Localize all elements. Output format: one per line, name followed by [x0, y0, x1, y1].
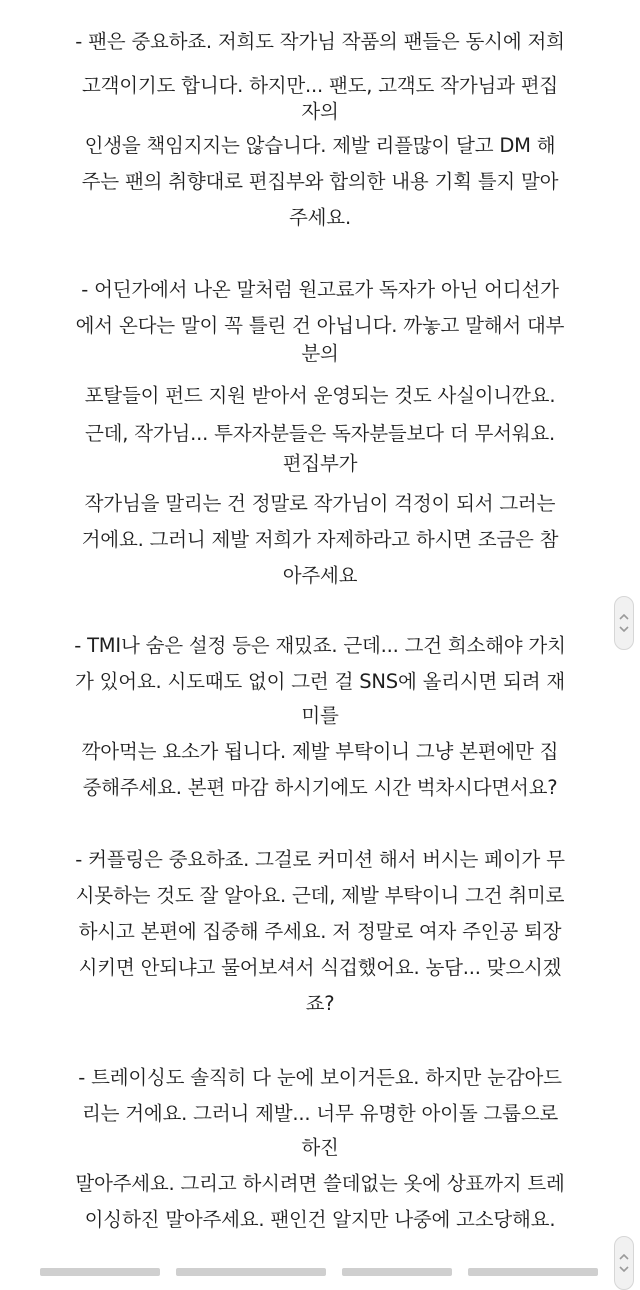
- chevron-up-icon: [619, 614, 629, 620]
- text-line: 작가님을 말리는 건 정말로 작가님이 걱정이 되서 그러는: [84, 492, 556, 515]
- text-line: 자의: [301, 100, 339, 123]
- text-line: 편집부가: [282, 452, 358, 475]
- text-line: 포탈들이 펀드 지원 받아서 운영되는 것도 사실이니깐요.: [84, 384, 556, 407]
- scroll-handle[interactable]: [614, 1236, 634, 1290]
- text-line: - 어딘가에서 나온 말처럼 원고료가 독자가 아닌 어디선가: [81, 278, 559, 301]
- scroll-handle[interactable]: [614, 596, 634, 650]
- cut-off-text-line: [0, 1268, 640, 1280]
- text-line: 미를: [301, 704, 339, 727]
- text-line: 고객이기도 합니다. 하지만... 팬도, 고객도 작가님과 편집: [82, 74, 558, 97]
- text-line: 죠?: [305, 992, 335, 1015]
- text-line: - TMI나 숨은 설정 등은 재밌죠. 근데... 그건 희소해야 가치: [74, 634, 566, 657]
- text-line: 에서 온다는 말이 꼭 틀린 건 아닙니다. 까놓고 말해서 대부: [75, 314, 565, 337]
- text-line: 아주세요: [282, 564, 358, 587]
- text-line: 근데, 작가님... 투자자분들은 독자분들보다 더 무서워요.: [85, 422, 555, 445]
- text-line: 인생을 책임지지는 않습니다. 제발 리플많이 달고 DM 해: [84, 134, 556, 157]
- text-line: - 트레이싱도 솔직히 다 눈에 보이거든요. 하지만 눈감아드: [78, 1066, 562, 1089]
- text-line: 거에요. 그러니 제발 저희가 자제하라고 하시면 조금은 참: [81, 528, 559, 551]
- text-line: 주는 팬의 취향대로 편집부와 합의한 내용 기획 틀지 말아: [81, 170, 559, 193]
- text-line: 가 있어요. 시도때도 없이 그런 걸 SNS에 올리시면 되려 재: [74, 670, 566, 693]
- chevron-up-icon: [619, 1254, 629, 1260]
- text-line: 이싱하진 말아주세요. 팬인건 알지만 나중에 고소당해요.: [84, 1208, 556, 1231]
- chevron-down-icon: [619, 1266, 629, 1272]
- text-line: 시못하는 것도 잘 알아요. 근데, 제발 부탁이니 그건 취미로: [75, 884, 565, 907]
- text-line: - 커플링은 중요하죠. 그걸로 커미션 해서 버시는 페이가 무: [75, 848, 565, 871]
- text-line: 중해주세요. 본편 마감 하시기에도 시간 벅차시다면서요?: [82, 776, 558, 799]
- chevron-down-icon: [619, 626, 629, 632]
- text-line: 주세요.: [289, 206, 351, 229]
- text-line: 리는 거에요. 그러니 제발... 너무 유명한 아이돌 그룹으로: [82, 1102, 558, 1125]
- text-line: - 팬은 중요하죠. 저희도 작가님 작품의 팬들은 동시에 저희: [75, 30, 565, 53]
- text-line: 분의: [301, 342, 339, 365]
- text-line: 말아주세요. 그리고 하시려면 쓸데없는 옷에 상표까지 트레: [75, 1172, 565, 1195]
- text-line: 하진: [301, 1136, 339, 1159]
- text-line: 하시고 본편에 집중해 주세요. 저 정말로 여자 주인공 퇴장: [78, 920, 562, 943]
- text-line: 깍아먹는 요소가 됩니다. 제발 부탁이니 그냥 본편에만 집: [81, 740, 559, 763]
- text-line: 시키면 안되냐고 물어보셔서 식겁했어요. 농담... 맞으시겠: [78, 956, 562, 979]
